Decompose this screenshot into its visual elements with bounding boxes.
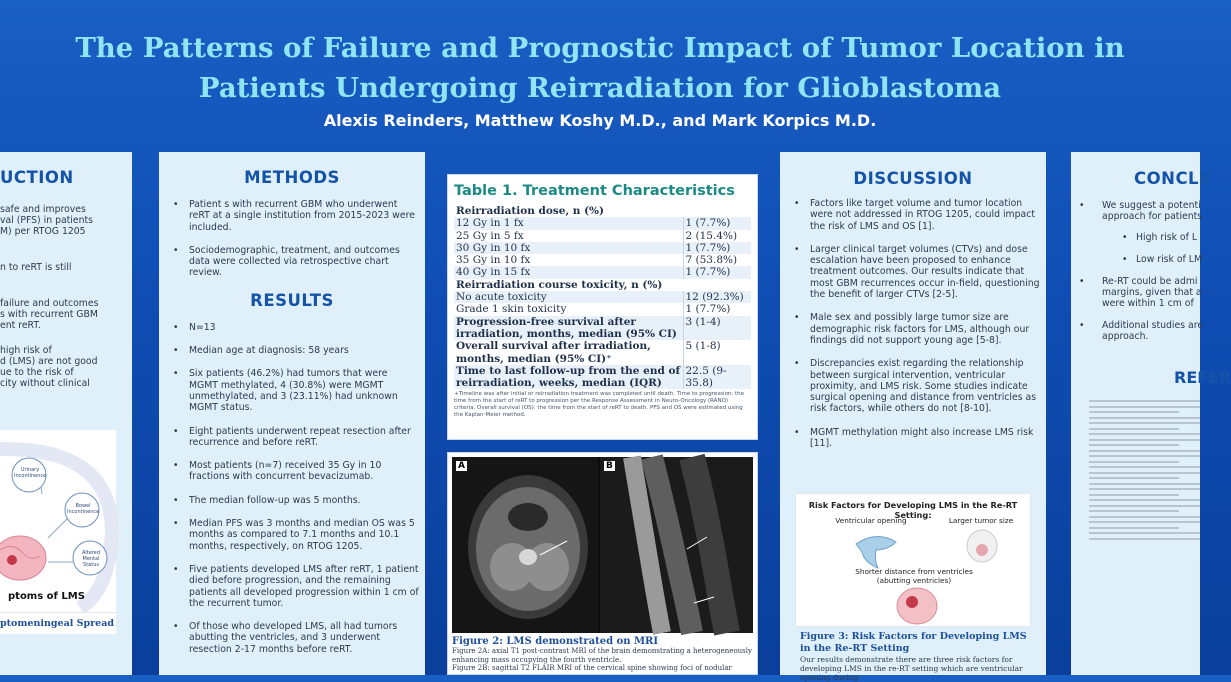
- table-cell-label: Overall survival after irradiation, months, median (95% CI)⁺: [456, 340, 651, 365]
- table-cell-value: 22.5 (9-35.8): [683, 365, 751, 390]
- risk-card-title: Risk Factors for Developing LMS in the Re-RT Setting:: [808, 500, 1018, 520]
- table-cell-label: Reirradiation course toxicity, n (%): [456, 278, 663, 291]
- risk-factors-figure: [795, 493, 1031, 627]
- intro-line: failure and outcomes: [0, 298, 99, 309]
- table-footnote: +Timeline was after initial or reirradiation treatment was completed until death. Time to progression: the time from the start of reRT to progression per the Response Assessment in Neuro-Oncology (RANO) criteria. Overall survival (OS): the time from the start of reRT to death. PFS and OS were estimated using the Kaplan-Meier method.: [454, 391, 745, 419]
- conclusion-sub-bullet: •: [1122, 232, 1128, 243]
- distance-label: Shorter distance from ventricles: [855, 567, 973, 576]
- table-row: [454, 217, 751, 229]
- risk-factor-icons: [796, 494, 1032, 628]
- conclusion-line: approach.: [1102, 331, 1149, 342]
- results-bullet: • Six patients (46.2%) had tumors that were MGMT methylated, 4 (30.8%) were MGMT unmethylated, and 3 (23.11%) had unknown MGMT status.: [159, 368, 425, 413]
- reference-line: [1089, 494, 1179, 496]
- table-row: [454, 205, 751, 217]
- reference-line: [1089, 532, 1200, 534]
- treatment-table: [454, 205, 751, 389]
- lms-figure-caption: ptomeningeal Spread: [0, 612, 116, 634]
- intro-line: val (PFS) in patients: [0, 215, 93, 226]
- reference-line: [1089, 450, 1200, 452]
- table-cell-value: 3 (1-4): [683, 316, 751, 341]
- table-cell-value: 7 (53.8%): [683, 254, 751, 266]
- discussion-bullet: • Male sex and possibly large tumor size are demographic risk factors for LMS, although our findings did not support young age [5-8].: [780, 312, 1046, 346]
- intro-line: high risk of: [0, 345, 52, 356]
- figure3-caption: Our results demonstrate there are three risk factors for developing LMS in the re-RT setting which are ventricular opening during: [800, 655, 1023, 682]
- introduction-heading: UCTION: [0, 168, 74, 187]
- reference-line: [1089, 400, 1200, 402]
- conclusion-panel: [1071, 152, 1231, 675]
- discussion-bullet: • Factors like target volume and tumor location were not addressed in RTOG 1205, could impact the risk of LMS and OS [1].: [780, 198, 1046, 232]
- table-cell-label: Grade 1 skin toxicity: [456, 303, 567, 316]
- table-row: [454, 340, 751, 365]
- conclusion-bullet: •: [1079, 320, 1085, 331]
- mri-image: [452, 457, 753, 633]
- table-title: Table 1. Treatment Characteristics: [454, 183, 735, 199]
- table-cell-value: 1 (7.7%): [683, 242, 751, 254]
- reference-line: [1089, 505, 1200, 507]
- figure3-title: Figure 3: Risk Factors for Developing LMS in the Re-RT Setting: [800, 631, 1027, 654]
- urinary-label: Urinary Incontinence: [14, 467, 47, 479]
- panel-a-label: A: [458, 461, 465, 471]
- table-row: [454, 279, 751, 291]
- intro-line: d (LMS) are not good: [0, 356, 98, 367]
- table-cell-label: 35 Gy in 10 fx: [456, 254, 531, 267]
- discussion-bullet: • MGMT methylation might also increase LMS risk [11].: [780, 427, 1046, 450]
- conclusion-line: approach for patients: [1102, 211, 1203, 222]
- results-bullet: • N=13: [159, 322, 425, 333]
- mri-figure-card: [447, 452, 758, 675]
- results-bullet: • Of those who developed LMS, all had tumors abutting the ventricles, and 3 underwent resection 2-17 months before reRT.: [159, 621, 425, 655]
- reference-line: [1089, 516, 1200, 518]
- table-cell-value: 12 (92.3%): [683, 291, 751, 303]
- table-cell-label: Reirradiation dose, n (%): [456, 205, 604, 217]
- lms-figure-title: ptoms of LMS: [8, 591, 85, 602]
- tumor-size-label: Larger tumor size: [948, 516, 1014, 525]
- reference-line: [1089, 439, 1200, 441]
- reference-line: [1089, 422, 1200, 424]
- intro-line: s with recurrent GBM: [0, 309, 98, 320]
- reference-line: [1089, 411, 1179, 413]
- reference-line: [1089, 488, 1200, 490]
- reference-line: [1089, 510, 1179, 512]
- conclusion-heading: CONCLU: [1134, 169, 1213, 188]
- reference-line: [1089, 477, 1179, 479]
- mental-status-label: Altered Mental Status: [81, 550, 101, 568]
- intro-line: safe and improves: [0, 204, 86, 215]
- treatment-table-card: [447, 174, 758, 440]
- bowel-label: Bowel Incontinence: [67, 503, 100, 515]
- results-heading: RESULTS: [250, 290, 334, 310]
- table-cell-label: 30 Gy in 10 fx: [454, 242, 683, 254]
- intro-line: city without clinical: [0, 378, 90, 389]
- table-cell-value: 1 (7.7%): [683, 303, 751, 315]
- methods-bullet: • Sociodemographic, treatment, and outcomes data were collected via retrospective chart review.: [159, 245, 425, 279]
- introduction-panel: [0, 152, 132, 675]
- reference-line: [1089, 455, 1200, 457]
- table-cell-label: Progression-free survival after irradiation, months, median (95% CI): [454, 316, 683, 341]
- conclusion-line: Low risk of LM: [1136, 254, 1202, 265]
- conclusion-line: Additional studies are: [1102, 320, 1204, 331]
- reference-line: [1089, 406, 1200, 408]
- table-row: [454, 316, 751, 341]
- conclusion-bullet: •: [1079, 276, 1085, 287]
- table-row: [454, 242, 751, 254]
- conclusion-line: margins, given that a: [1102, 287, 1202, 298]
- lms-symptoms-figure: [0, 430, 116, 612]
- results-bullet: • The median follow-up was 5 months.: [159, 495, 425, 506]
- abutting-label: (abutting ventricles): [876, 576, 952, 585]
- figure2-title: Figure 2: LMS demonstrated on MRI: [452, 636, 659, 647]
- reference-line: [1089, 433, 1200, 435]
- conclusion-sub-bullet: •: [1122, 254, 1128, 265]
- reference-line: [1089, 417, 1200, 419]
- discussion-heading: DISCUSSION: [853, 169, 973, 188]
- methods-bullet: • Patient s with recurrent GBM who underwent reRT at a single institution from 2015-2023 were included.: [159, 199, 425, 233]
- panel-b-label: B: [606, 461, 613, 471]
- discussion-bullet: • Larger clinical target volumes (CTVs) and dose escalation have been proposed to enhance treatment outcomes. Our results indicate that most GBM recurrences occur in-field, questioning the benefit of larger CTVs [2-5].: [780, 244, 1046, 300]
- table-row: [454, 303, 751, 315]
- table-cell-label: 25 Gy in 5 fx: [456, 229, 524, 242]
- table-cell-label: Time to last follow-up from the end of reirradiation, weeks, median (IQR): [454, 365, 683, 390]
- reference-line: [1089, 483, 1200, 485]
- table-row: [454, 365, 751, 390]
- table-row: [454, 266, 751, 278]
- table-row: [454, 230, 751, 242]
- ventricular-opening-label: Ventricular opening: [835, 516, 907, 525]
- authors: Alexis Reinders, Matthew Koshy M.D., and Mark Korpics M.D.: [323, 111, 877, 130]
- poster-title: [0, 28, 1200, 108]
- intro-line: M) per RTOG 1205: [0, 226, 86, 237]
- reference-line: [1089, 428, 1179, 430]
- table-cell-value: 1 (7.7%): [683, 217, 751, 229]
- table-row: [454, 291, 751, 303]
- methods-list: [159, 199, 425, 279]
- reference-line: [1089, 538, 1200, 540]
- reference-line: [1089, 472, 1200, 474]
- results-list: [159, 322, 425, 655]
- methods-panel: [159, 152, 425, 675]
- results-bullet: • Most patients (n=7) received 35 Gy in 10 fractions with concurrent bevacizumab.: [159, 460, 425, 483]
- conclusion-bullet: •: [1079, 200, 1085, 211]
- reference-line: [1089, 461, 1179, 463]
- conclusion-line: High risk of L: [1136, 232, 1198, 243]
- discussion-list: [780, 198, 1046, 449]
- conclusion-line: were within 1 cm of: [1102, 298, 1194, 309]
- figure2-caption-b: Figure 2B: sagittal T2 FLAIR MRI of the cervical spine showing foci of nodular: [452, 664, 732, 672]
- results-bullet: • Median PFS was 3 months and median OS was 5 months as compared to 7.1 months and 10.1 months, respectively, on RTOG 1205.: [159, 518, 425, 552]
- title-line-1: The Patterns of Failure and Prognostic Impact of Tumor Location in: [75, 32, 1125, 64]
- table-cell-label: 12 Gy in 1 fx: [454, 217, 683, 229]
- mri-scans: [452, 457, 753, 633]
- reference-line: [1089, 521, 1200, 523]
- reference-line: [1089, 466, 1200, 468]
- table-cell-value: 1 (7.7%): [683, 266, 751, 278]
- results-bullet: • Median age at diagnosis: 58 years: [159, 345, 425, 356]
- methods-heading: METHODS: [244, 168, 340, 187]
- table-cell-label: No acute toxicity: [454, 291, 683, 303]
- results-bullet: • Eight patients underwent repeat resection after recurrence and before reRT.: [159, 426, 425, 449]
- table-row: [454, 254, 751, 266]
- table-cell-value: 5 (1-8): [683, 340, 751, 365]
- discussion-panel: [780, 152, 1046, 682]
- discussion-bullet: • Discrepancies exist regarding the relationship between surgical intervention, ventricular proximity, and LMS risk. Some studies indicate surgical opening and distance from ventricles as risk factors, while others do not [8-10].: [780, 358, 1046, 414]
- references-heading: REFER: [1174, 368, 1231, 387]
- title-line-2: Patients Undergoing Reirradiation for Glioblastoma: [198, 72, 1002, 104]
- table-cell-value: 2 (15.4%): [683, 230, 751, 242]
- reference-line: [1089, 527, 1179, 529]
- intro-line: ue to the risk of: [0, 367, 74, 378]
- intro-line: n to reRT is still: [0, 262, 72, 273]
- intro-line: ent reRT.: [0, 320, 41, 331]
- table-cell-label: 40 Gy in 15 fx: [454, 266, 683, 278]
- reference-line: [1089, 499, 1200, 501]
- conclusion-line: We suggest a potenti: [1102, 200, 1201, 211]
- results-bullet: • Five patients developed LMS after reRT, 1 patient died before progression, and the remaining patients all developed progression within 1 cm of the recurrent tumor.: [159, 564, 425, 609]
- figure2-caption-a: Figure 2A: axial T1 post-contrast MRI of the brain demonstrating a heterogeneously enhancing mass occupying the fourth ventricle.: [452, 647, 752, 664]
- conclusion-line: Re-RT could be admi: [1102, 276, 1198, 287]
- reference-line: [1089, 444, 1179, 446]
- lms-symptoms-diagram: [0, 430, 116, 612]
